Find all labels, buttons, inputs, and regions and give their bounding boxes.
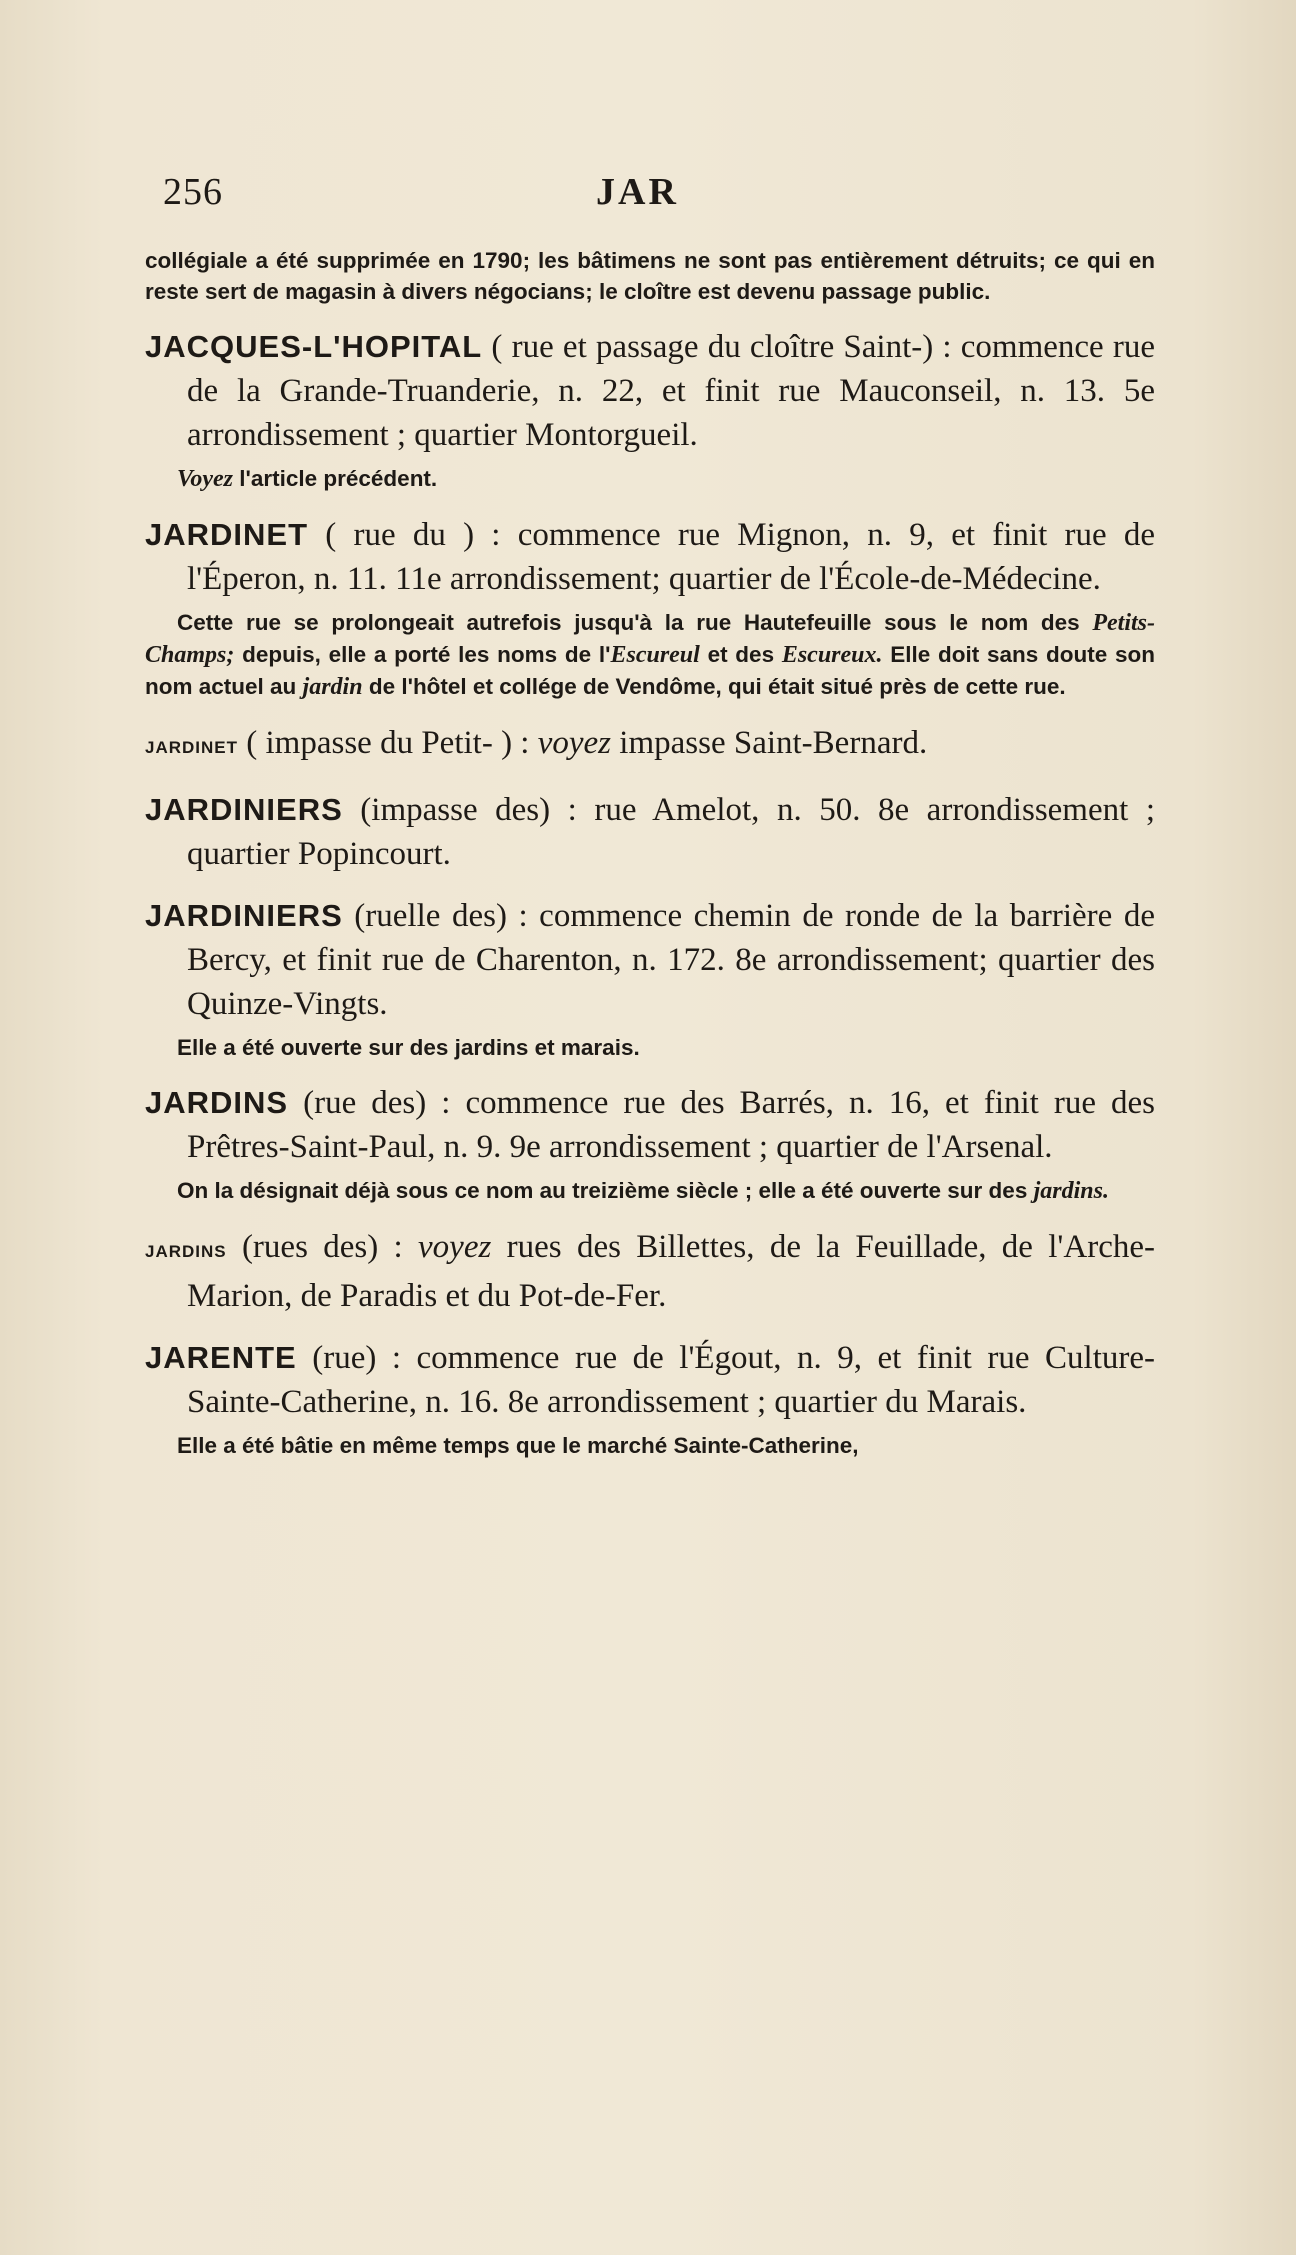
entry-italic: voyez <box>537 725 612 761</box>
note-text: l'article précédent. <box>233 466 438 491</box>
entry-note <box>145 463 1155 495</box>
entry-heading: JARDINIERS <box>145 898 343 933</box>
note-text: de l'hôtel et collége de Vendôme, qui était situé près de cette rue. <box>362 674 1066 699</box>
note-italic: Petits-Champs; <box>145 610 1155 668</box>
entry-note: Elle a été bâtie en même temps que le marché Sainte-Catherine, <box>177 1433 859 1458</box>
entry-heading: JARDINET <box>145 517 309 552</box>
entry-jacques-l-hopital <box>145 325 1155 457</box>
note-text: On la désignait déjà sous ce nom au treizième siècle ; elle a été ouverte sur des <box>177 1178 1034 1203</box>
entry-jardiniers-ruelle <box>145 894 1155 1026</box>
note-text: et des <box>699 642 782 667</box>
entry-text: (ruelle des) : commence chemin de ronde de la barrière de Bercy, et finit rue de Charenton, n. 172. 8e arrondissement; quartier des Quinze-Vingts. <box>187 898 1155 1022</box>
text-column <box>145 245 1155 1461</box>
entry-text: ( rue du ) : commence rue Mignon, n. 9, et finit rue de l'Éperon, n. 11. 11e arrondissement; quartier de l'École-de-Médecine. <box>187 517 1155 597</box>
entry-text: (rue des) : commence rue des Barrés, n. 16, et finit rue des Prêtres-Saint-Paul, n. 9. 9e arrondissement ; quartier de l'Arsenal. <box>187 1085 1155 1165</box>
page-header <box>163 170 1163 230</box>
entry-text: rues des Billettes, de la Feuillade, de l'Arche-Marion, de Paradis et du Pot-de-Fer. <box>187 1229 1155 1314</box>
note-italic: jardins. <box>1033 1178 1109 1204</box>
note-italic: Escureul <box>610 642 700 668</box>
entry-text: (rue) : commence rue de l'Égout, n. 9, et finit rue Culture-Sainte-Catherine, n. 16. 8e arrondissement ; quartier du Marais. <box>187 1340 1155 1420</box>
entry-text: impasse Saint-Bernard. <box>611 725 928 761</box>
entry-note <box>145 607 1155 703</box>
entry-text: ( rue et passage du cloître Saint-) : commence rue de la Grande-Truanderie, n. 22, et finit rue Mauconseil, n. 13. 5e arrondissement ; quartier Montorgueil. <box>187 329 1155 453</box>
entry-heading: JARENTE <box>145 1340 297 1375</box>
entry-note <box>145 1175 1155 1207</box>
entry-jardins-rue <box>145 1081 1155 1169</box>
note-italic: Escureux. <box>781 642 883 668</box>
entry-note: Elle a été ouverte sur des jardins et marais. <box>177 1035 640 1060</box>
note-italic: jardin <box>302 674 363 700</box>
running-head: JAR <box>596 171 679 213</box>
entry-jardiniers-impasse <box>145 788 1155 876</box>
entry-heading: JACQUES-L'HOPITAL <box>145 329 483 364</box>
entry-heading: JARDINS <box>145 1085 289 1120</box>
note-text: Elle doit sans doute son nom actuel au <box>145 642 1155 699</box>
entry-jardins-rues <box>145 1225 1155 1318</box>
entry-italic: voyez <box>418 1229 492 1265</box>
entry-text: (rues des) : <box>226 1229 419 1265</box>
note-text: depuis, elle a porté les noms de l' <box>234 642 611 667</box>
note-text: Cette rue se prolongeait autrefois jusqu'à la rue Hautefeuille sous le nom des <box>177 610 1093 635</box>
intro-note: collégiale a été supprimée en 1790; les bâtimens ne sont pas entièrement détruits; ce qui en reste sert de magasin à divers négocians; le cloître est devenu passage public. <box>145 248 1155 304</box>
entry-jardinet-rue <box>145 513 1155 601</box>
note-italic: Voyez <box>177 466 233 492</box>
entry-text: (impasse des) : rue Amelot, n. 50. 8e arrondissement ; quartier Popincourt. <box>187 792 1155 872</box>
entry-heading: JARDINS <box>145 1242 227 1261</box>
page-number: 256 <box>163 171 223 213</box>
entry-heading: JARDINIERS <box>145 792 343 827</box>
entry-heading: JARDINET <box>145 738 239 757</box>
entry-text: ( impasse du Petit- ) : <box>238 725 538 761</box>
entry-jarente <box>145 1336 1155 1424</box>
entry-jardinet-impasse <box>145 721 1155 770</box>
